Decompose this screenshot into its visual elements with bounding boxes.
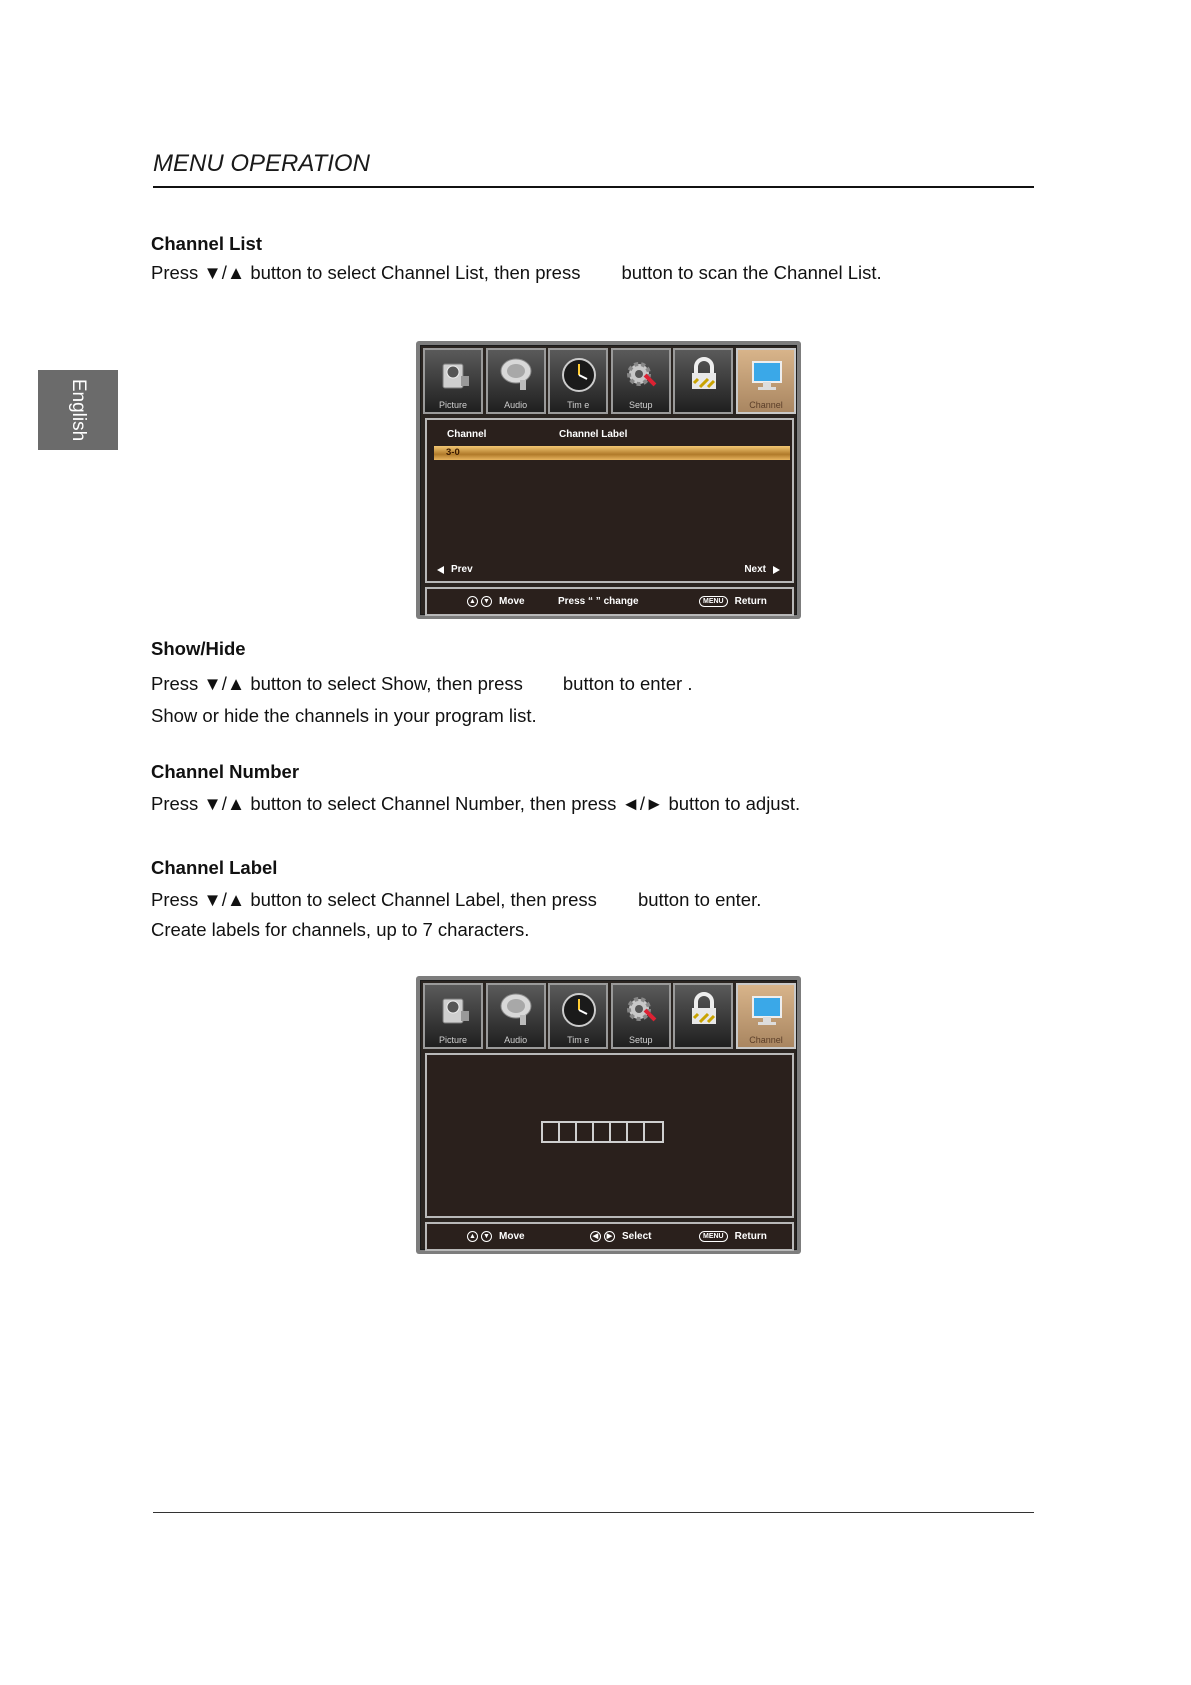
hint-return <box>699 1231 767 1242</box>
channel-list-instruction <box>151 262 882 284</box>
menu-button-icon: MENU <box>699 596 728 607</box>
hint-move-label: Move <box>499 1231 525 1242</box>
left-button-icon: ◀ <box>590 1231 601 1242</box>
menu-tab-label: Picture <box>438 400 467 410</box>
menu-tab-setup[interactable] <box>611 983 671 1049</box>
menu-tab-lock[interactable] <box>673 348 733 414</box>
arrow-right-icon <box>773 566 780 574</box>
menu-tab-channel[interactable] <box>736 348 796 414</box>
menu-tab-label: Tim e <box>567 400 590 410</box>
menu-button-icon: MENU <box>699 1231 728 1242</box>
osd-channel-label-screen <box>416 976 801 1254</box>
prev-page-button[interactable] <box>437 564 473 575</box>
clock-icon <box>560 356 598 394</box>
hint-move <box>467 596 525 607</box>
osd-menu-tabs <box>423 983 798 1049</box>
menu-tab-audio[interactable] <box>486 348 546 414</box>
monitor-icon <box>748 991 786 1029</box>
hint-move-label: Move <box>499 596 525 607</box>
menu-tab-label: Picture <box>438 1035 467 1045</box>
osd-frame <box>420 980 797 1250</box>
hint-change: Press “ ” change <box>558 596 639 607</box>
clock-icon <box>560 991 598 1029</box>
gear-wrench-icon <box>623 356 661 394</box>
satellite-dish-icon <box>498 356 536 394</box>
monitor-icon <box>748 356 786 394</box>
menu-tab-time[interactable] <box>548 348 608 414</box>
hint-select <box>590 1231 651 1242</box>
menu-tab-label: Tim e <box>567 1035 590 1045</box>
osd-frame <box>420 345 797 615</box>
osd-menu-tabs <box>423 348 798 414</box>
menu-tab-setup[interactable] <box>611 348 671 414</box>
down-button-icon: ▼ <box>481 596 492 607</box>
label-character-boxes[interactable] <box>541 1121 664 1143</box>
show-hide-instruction <box>151 673 692 695</box>
osd-hint-bar <box>425 1222 794 1251</box>
instruction-text: button to enter. <box>637 889 762 910</box>
menu-tab-audio[interactable] <box>486 983 546 1049</box>
hint-select-label: Select <box>622 1231 652 1242</box>
page-title: MENU OPERATION <box>153 150 370 177</box>
channel-label-description: Create labels for channels, up to 7 characters. <box>151 919 530 940</box>
label-char-box[interactable] <box>577 1123 594 1141</box>
menu-tab-label: Audio <box>504 1035 528 1045</box>
menu-tab-picture[interactable] <box>423 348 483 414</box>
menu-tab-label: Setup <box>629 400 653 410</box>
selected-channel-row[interactable] <box>434 446 790 460</box>
channel-label-panel <box>425 1053 794 1218</box>
menu-tab-channel[interactable] <box>736 983 796 1049</box>
footer-rule <box>153 1512 1034 1513</box>
channel-number-heading: Channel Number <box>151 761 300 782</box>
menu-tab-lock[interactable] <box>673 983 733 1049</box>
channel-list-panel <box>425 418 794 583</box>
hint-return-label: Return <box>734 1231 767 1242</box>
language-side-tab <box>38 370 118 450</box>
padlock-icon <box>685 356 723 394</box>
gear-wrench-icon <box>623 991 661 1029</box>
channel-label-instruction <box>151 889 761 911</box>
menu-tab-time[interactable] <box>548 983 608 1049</box>
menu-tab-label: Channel <box>749 1035 783 1045</box>
hint-return-label: Return <box>734 596 767 607</box>
show-hide-heading: Show/Hide <box>151 638 246 659</box>
instruction-text: button to scan the Channel List. <box>621 262 882 283</box>
label-char-box[interactable] <box>543 1123 560 1141</box>
menu-tab-label: Audio <box>504 400 528 410</box>
satellite-dish-icon <box>498 991 536 1029</box>
language-label: English <box>67 378 89 442</box>
channel-label-heading: Channel Label <box>151 857 278 878</box>
padlock-icon <box>685 991 723 1029</box>
up-button-icon: ▲ <box>467 596 478 607</box>
channel-list-heading: Channel List <box>151 233 263 254</box>
next-label: Next <box>744 564 766 575</box>
osd-channel-list-screen <box>416 341 801 619</box>
arrow-left-icon <box>437 566 444 574</box>
instruction-text: Press ▼/▲ button to select Show, then press <box>151 673 523 694</box>
column-header-channel-label: Channel Label <box>559 429 628 440</box>
hint-move <box>467 1231 525 1242</box>
prev-label: Prev <box>451 564 473 575</box>
instruction-text: button to enter . <box>562 673 693 694</box>
label-char-box[interactable] <box>560 1123 577 1141</box>
column-header-channel: Channel <box>447 429 487 440</box>
next-page-button[interactable] <box>744 564 780 575</box>
show-hide-description: Show or hide the channels in your program list. <box>151 705 537 726</box>
camcorder-icon <box>435 991 473 1029</box>
menu-tab-label: Setup <box>629 1035 653 1045</box>
down-button-icon: ▼ <box>481 1231 492 1242</box>
header-rule <box>153 186 1034 188</box>
label-char-box[interactable] <box>645 1123 662 1141</box>
instruction-text: Press ▼/▲ button to select Channel List, then press <box>151 262 581 283</box>
label-char-box[interactable] <box>628 1123 645 1141</box>
instruction-text: Press ▼/▲ button to select Channel Label, then press <box>151 889 597 910</box>
label-char-box[interactable] <box>594 1123 611 1141</box>
channel-number: 3-0 <box>446 447 460 458</box>
camcorder-icon <box>435 356 473 394</box>
menu-tab-picture[interactable] <box>423 983 483 1049</box>
channel-number-instruction: Press ▼/▲ button to select Channel Number, then press ◄/► button to adjust. <box>151 793 801 814</box>
right-button-icon: ▶ <box>604 1231 615 1242</box>
hint-return <box>699 596 767 607</box>
label-char-box[interactable] <box>611 1123 628 1141</box>
menu-tab-label: Channel <box>749 400 783 410</box>
osd-hint-bar <box>425 587 794 616</box>
up-button-icon: ▲ <box>467 1231 478 1242</box>
